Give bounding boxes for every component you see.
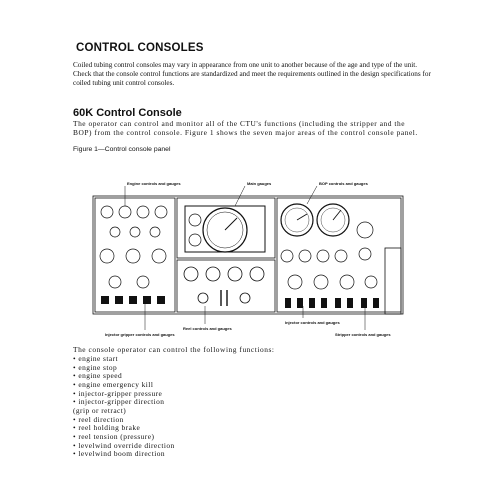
list-item: • engine speed <box>73 371 123 381</box>
reel-levers <box>221 290 227 306</box>
main-dial-gauge <box>203 208 247 252</box>
bop-panel <box>277 198 401 312</box>
list-item: • engine emergency kill <box>73 379 154 389</box>
list-item: • injector-gripper pressure <box>73 388 163 398</box>
callout-reel: Reel controls and gauges <box>183 326 232 331</box>
list-item: • engine start <box>73 354 119 363</box>
functions-lead: The console operator can control the following functions: <box>73 345 275 354</box>
intro-paragraph: Coiled tubing control consoles may vary in appearance from one unit to another because of the age and type of the unit. Check that the console control functions are standardized and meet the requirements outlined in the design specifications for coiled tubing unit control consoles. <box>73 61 431 87</box>
list-item: • reel direction <box>73 414 124 424</box>
engine-switches <box>101 296 165 304</box>
console-stand <box>385 248 401 314</box>
list-item: • levelwind override direction <box>73 440 175 450</box>
list-item: • reel holding brake <box>73 423 141 433</box>
main-dial-small-left <box>189 214 201 246</box>
figure-caption: Figure 1—Control console panel <box>73 146 171 153</box>
engine-gauges <box>100 206 167 288</box>
callout-main: Main gauges <box>247 181 272 186</box>
bop-gauges <box>281 204 349 236</box>
console-frame <box>93 196 403 314</box>
control-console-figure <box>85 178 415 338</box>
callout-injector: Injector controls and gauges <box>285 320 340 325</box>
engine-panel <box>95 198 175 312</box>
main-gauge-screen <box>185 206 265 252</box>
reel-gauges <box>184 267 264 303</box>
functions-list <box>73 355 175 459</box>
subsection-title: 60K Control Console <box>73 107 182 119</box>
list-item: • engine stop <box>73 362 118 372</box>
callout-bop: BOP controls and gauges <box>319 181 368 186</box>
list-item: (grip or retract) <box>73 405 127 415</box>
list-item: • levelwind boom direction <box>73 449 166 459</box>
callout-engine: Engine controls and gauges <box>127 181 181 186</box>
callout-stripper: Stripper controls and gauges <box>335 332 391 337</box>
list-item: • reel tension (pressure) <box>73 431 155 441</box>
list-item: • injector-gripper direction <box>73 397 165 407</box>
section-title: CONTROL CONSOLES <box>76 42 204 54</box>
callout-injector-gripper: Injector gripper controls and gauges <box>105 332 175 337</box>
main-gauge-panel <box>177 198 275 258</box>
body-paragraph: The operator can control and monitor all of the CTU's functions (including the stripper and the BOP) from the control console. Figure 1 shows the seven major areas of the control console panel. <box>73 119 418 137</box>
